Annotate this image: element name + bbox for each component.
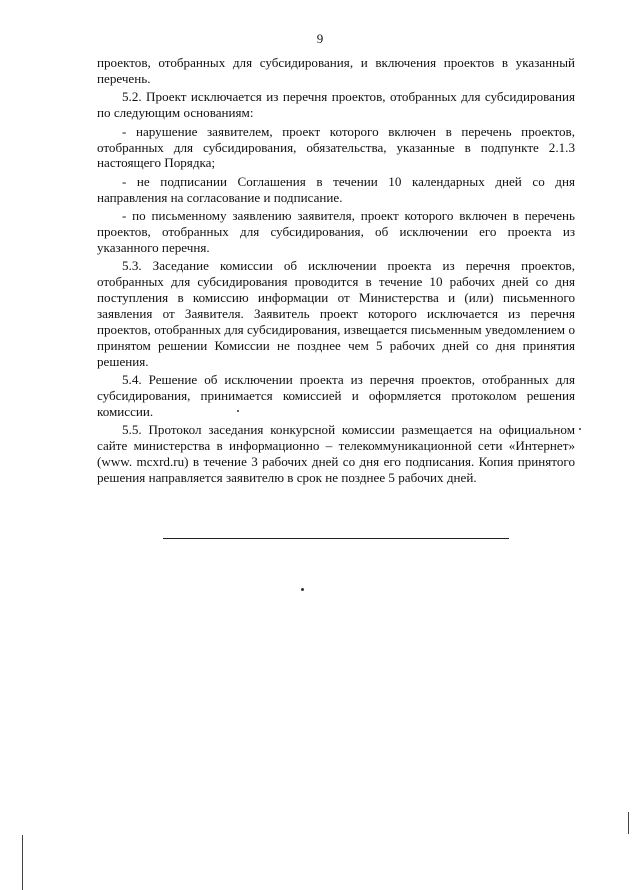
paragraph-continuation: проектов, отобранных для субсидирования, и включения проектов в указанный перечень. <box>97 55 575 86</box>
scan-speck <box>579 428 581 430</box>
scan-edge-mark <box>628 812 629 834</box>
page-number: 9 <box>316 31 324 46</box>
scan-speck <box>301 588 304 591</box>
paragraph-5-4: 5.4. Решение об исключении проекта из перечня проектов, отобранных для субсидирования, принимается комиссией и оформляется протоколом решения комиссии. <box>97 372 575 420</box>
list-item-not-signed: - не подписании Соглашения в течении 10 календарных дней со дня направления на согласование и подписание. <box>97 173 575 205</box>
document-body <box>97 55 575 489</box>
end-separator-line <box>163 538 509 539</box>
paragraph-5-3: 5.3. Заседание комиссии об исключении проекта из перечня проектов, отобранных для субсидирования проводится в течение 10 рабочих дней со дня поступления в комиссию информации от Министерства и (или) письменного заявления от Заявителя. Заявитель проект которого исключается из перечня проектов, отобранных для субсидирования, извещается письменным уведомлением о принятом решении Комиссии не позднее чем 5 рабочих дней со дня принятия решения. <box>97 258 575 369</box>
paragraph-5-5: 5.5. Протокол заседания конкурсной комиссии размещается на официальном сайте министерства в информационно – телекоммуникационной сети «Интернет» (www. mcxrd.ru) в течение 3 рабочих дней со дня его подписания. Копия принятого решения направляется заявителю в срок не позднее 5 рабочих дней. <box>97 422 575 486</box>
paragraph-5-2: 5.2. Проект исключается из перечня проектов, отобранных для субсидирования по следующим основаниям: <box>97 89 575 121</box>
list-item-violation: - нарушение заявителем, проект которого включен в перечень проектов, отобранных для субсидирования, обязательства, указанные в подпункте 2.1.3 настоящего Порядка; <box>97 123 575 171</box>
scan-speck <box>237 410 239 412</box>
list-item-written-request: - по письменному заявлению заявителя, проект которого включен в перечень проектов, отобранных для субсидирования, об исключении его проекта из указанного перечня. <box>97 208 575 255</box>
scan-edge-mark <box>22 835 23 890</box>
